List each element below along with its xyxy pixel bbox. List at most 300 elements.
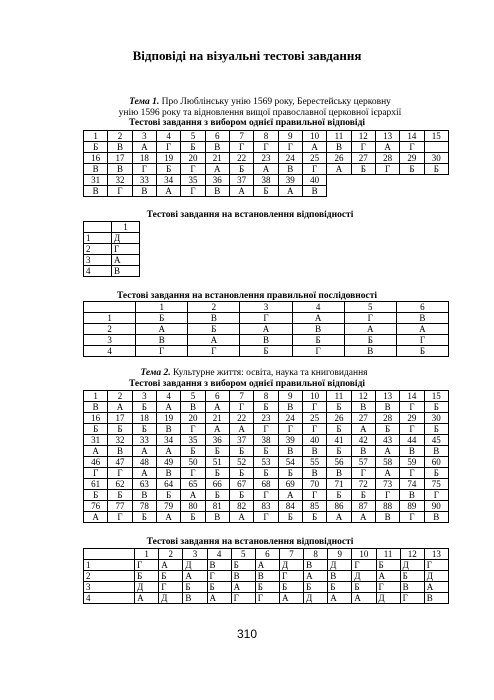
table-cell: Б <box>292 335 344 346</box>
table-row <box>84 479 449 490</box>
table-cell: 38 <box>254 435 278 446</box>
table-cell: 48 <box>132 457 156 468</box>
table-row <box>84 402 449 413</box>
table-row <box>84 222 140 233</box>
table-cell <box>327 175 351 186</box>
table-cell: 62 <box>108 479 132 490</box>
table-cell: 10 <box>302 131 326 142</box>
table-cell: В <box>400 582 424 593</box>
table-cell: Г <box>229 142 253 153</box>
table-cell: В <box>240 335 292 346</box>
table-cell: 8 <box>304 549 328 560</box>
table-cell: Б <box>205 490 229 501</box>
table-cell: Б <box>327 424 351 435</box>
table-cell: Г <box>156 142 180 153</box>
table-cell: 12 <box>351 391 375 402</box>
table-cell: А <box>207 593 231 604</box>
table-cell: 1 <box>84 131 108 142</box>
table-cell: 18 <box>132 153 156 164</box>
table-cell: 79 <box>156 501 180 512</box>
table-cell: 20 <box>181 413 205 424</box>
table-cell: А <box>302 142 326 153</box>
table-cell: Б <box>84 424 108 435</box>
table-cell: Г <box>351 142 375 153</box>
table-cell: 10 <box>302 391 326 402</box>
table-cell: 34 <box>156 175 180 186</box>
table-cell: 3 <box>84 255 112 266</box>
table-cell: 78 <box>132 501 156 512</box>
table-cell: Г <box>292 346 344 357</box>
table-cell: 3 <box>240 302 292 313</box>
table-cell: А <box>351 512 375 523</box>
table-cell: 65 <box>181 479 205 490</box>
table-cell: 13 <box>375 391 399 402</box>
table-cell: Г <box>181 424 205 435</box>
table-cell: А <box>375 446 399 457</box>
t1-single-heading: Тестові завдання з вибором однієї правильної відповіді <box>128 118 366 128</box>
t1-order-heading: Тестові завдання на встановлення правильної послідовності <box>116 291 378 301</box>
page-title: Відповіді на візуальні тестові завдання <box>132 48 362 63</box>
table-row <box>84 153 449 164</box>
table-cell <box>375 175 399 186</box>
table-cell: 18 <box>132 413 156 424</box>
table-cell: 39 <box>278 435 302 446</box>
topic-2-label: Тема 2. <box>140 368 171 378</box>
table-cell: Г <box>400 468 424 479</box>
table-cell: 21 <box>205 153 229 164</box>
table-cell: 90 <box>424 501 448 512</box>
table-cell: А <box>84 512 108 523</box>
table-cell: 70 <box>302 479 326 490</box>
table-cell: Б <box>424 164 448 175</box>
table-row <box>84 446 449 457</box>
table-cell: В <box>205 512 229 523</box>
table-cell: Г <box>302 490 326 501</box>
table-cell: Б <box>278 468 302 479</box>
table-row <box>84 501 449 512</box>
table-cell: А <box>279 593 303 604</box>
table-cell: 72 <box>351 479 375 490</box>
table-cell: 28 <box>375 413 399 424</box>
table-cell: 28 <box>375 153 399 164</box>
table-cell: Г <box>376 582 400 593</box>
table-cell: 89 <box>400 501 424 512</box>
table-cell: 16 <box>84 413 108 424</box>
table-cell: 14 <box>400 131 424 142</box>
table-cell: 87 <box>351 501 375 512</box>
table-cell: Б <box>183 582 207 593</box>
table-cell: 5 <box>344 302 396 313</box>
table-cell: Б <box>229 164 253 175</box>
table-cell: 5 <box>181 131 205 142</box>
table-cell: А <box>156 402 180 413</box>
table-cell: В <box>304 560 328 571</box>
table-cell: Г <box>351 468 375 479</box>
table-cell: 1 <box>84 391 108 402</box>
table-cell: 3 <box>84 582 135 593</box>
table-cell: Б <box>396 346 448 357</box>
table-cell: Г <box>136 346 188 357</box>
table-cell: Б <box>400 164 424 175</box>
table-row <box>84 244 140 255</box>
table-row <box>84 266 140 277</box>
t2-match-table <box>83 548 449 604</box>
table-cell <box>351 175 375 186</box>
table-cell: В <box>255 571 279 582</box>
table-cell: А <box>351 424 375 435</box>
table-cell: В <box>84 186 108 197</box>
table-cell: 7 <box>229 391 253 402</box>
table-cell: А <box>181 490 205 501</box>
table-cell: Б <box>375 424 399 435</box>
topic-1-line-1: Про Люблінську унію 1569 року, Берестейську церковну <box>161 97 391 107</box>
table-cell: Б <box>108 424 132 435</box>
table-cell: 74 <box>400 479 424 490</box>
table-cell: 50 <box>181 457 205 468</box>
table-cell: 36 <box>205 175 229 186</box>
table-cell: Б <box>207 582 231 593</box>
table-row <box>84 346 449 357</box>
table-cell: В <box>156 424 180 435</box>
page-number: 310 <box>236 627 258 641</box>
table-cell: 67 <box>229 479 253 490</box>
table-cell: Б <box>132 512 156 523</box>
table-cell: В <box>302 186 326 197</box>
table-cell: Г <box>352 560 376 571</box>
table-cell: 9 <box>278 131 302 142</box>
table-row <box>84 424 449 435</box>
table-cell: 3 <box>132 131 156 142</box>
table-cell: В <box>183 593 207 604</box>
table-cell: В <box>375 402 399 413</box>
table-cell: 11 <box>376 549 400 560</box>
table-cell: 24 <box>278 153 302 164</box>
table-cell: 17 <box>108 413 132 424</box>
table-cell: 6 <box>255 549 279 560</box>
table-cell: Г <box>400 142 424 153</box>
table-row <box>84 560 449 571</box>
table-cell <box>424 142 448 153</box>
table-row <box>84 302 449 313</box>
table-cell: 35 <box>181 175 205 186</box>
table-cell: 4 <box>292 302 344 313</box>
table-cell: А <box>352 593 376 604</box>
table-cell: 69 <box>278 479 302 490</box>
table-cell: 30 <box>424 413 448 424</box>
table-cell: А <box>304 571 328 582</box>
table-cell: А <box>278 490 302 501</box>
table-cell: Г <box>231 593 255 604</box>
table-cell: Г <box>181 186 205 197</box>
t2-single-heading: Тестові завдання з вибором однієї правильної відповіді <box>128 379 366 389</box>
table-cell: 35 <box>181 435 205 446</box>
table-cell: А <box>132 446 156 457</box>
table-cell: 60 <box>424 457 448 468</box>
t2-single-table <box>83 390 449 523</box>
table-cell: Г <box>400 424 424 435</box>
table-cell: 2 <box>108 131 132 142</box>
table-cell: В <box>396 313 448 324</box>
table-cell: Д <box>400 560 424 571</box>
table-cell: 56 <box>327 457 351 468</box>
table-cell: В <box>112 266 140 277</box>
table-cell: В <box>424 593 448 604</box>
table-cell: 15 <box>424 391 448 402</box>
table-cell: А <box>108 402 132 413</box>
table-cell <box>424 186 448 197</box>
table-cell: А <box>156 512 180 523</box>
table-cell: Д <box>424 571 448 582</box>
table-cell: 54 <box>278 457 302 468</box>
table-cell: Г <box>188 346 240 357</box>
table-cell: А <box>375 142 399 153</box>
table-cell: 26 <box>327 153 351 164</box>
table-cell: Г <box>84 468 108 479</box>
table-cell: А <box>84 446 108 457</box>
table-cell: 13 <box>424 549 448 560</box>
topic-2-line-1: Культурне життя: освіта, наука та книговидання <box>173 368 368 378</box>
table-cell: А <box>136 324 188 335</box>
table-cell: Б <box>255 582 279 593</box>
table-cell: Б <box>424 424 448 435</box>
table-cell: 2 <box>188 302 240 313</box>
table-cell: 38 <box>254 175 278 186</box>
table-row <box>84 593 449 604</box>
table-cell: 31 <box>84 175 108 186</box>
table-cell: 29 <box>400 153 424 164</box>
table-cell: 1 <box>136 302 188 313</box>
table-cell: 49 <box>156 457 180 468</box>
table-cell: 8 <box>254 131 278 142</box>
table-cell: Б <box>302 512 326 523</box>
table-cell: Г <box>302 402 326 413</box>
table-cell: А <box>205 164 229 175</box>
table-cell: Б <box>351 490 375 501</box>
table-cell: А <box>278 186 302 197</box>
table-row <box>84 313 449 324</box>
table-cell <box>375 186 399 197</box>
table-cell: 73 <box>375 479 399 490</box>
table-cell <box>327 186 351 197</box>
table-cell: 4 <box>84 593 135 604</box>
table-cell: В <box>84 402 108 413</box>
table-cell: Б <box>278 512 302 523</box>
table-cell: В <box>292 324 344 335</box>
table-cell: А <box>156 186 180 197</box>
table-cell: Б <box>254 446 278 457</box>
table-cell: В <box>207 560 231 571</box>
table-cell: 64 <box>156 479 180 490</box>
table-cell: 27 <box>351 153 375 164</box>
table-cell: Б <box>108 490 132 501</box>
table-cell: 20 <box>181 153 205 164</box>
table-row <box>84 512 449 523</box>
table-cell: 9 <box>278 391 302 402</box>
table-cell: А <box>229 512 253 523</box>
table-cell: 61 <box>84 479 108 490</box>
table-row <box>84 468 449 479</box>
table-cell: А <box>112 255 140 266</box>
table-cell: В <box>302 468 326 479</box>
table-cell: 68 <box>254 479 278 490</box>
table-cell: 17 <box>108 153 132 164</box>
table-cell: Д <box>112 233 140 244</box>
table-cell: В <box>108 142 132 153</box>
table-cell: Б <box>351 164 375 175</box>
table-cell: Б <box>132 402 156 413</box>
table-cell: Г <box>240 313 292 324</box>
table-cell: Г <box>302 164 326 175</box>
table-cell: Б <box>229 468 253 479</box>
table-cell: 52 <box>229 457 253 468</box>
table-row <box>84 391 449 402</box>
table-cell: 3 <box>84 335 136 346</box>
table-cell: 4 <box>84 266 112 277</box>
table-cell: 27 <box>351 413 375 424</box>
table-cell: Г <box>108 468 132 479</box>
table-cell: 14 <box>400 391 424 402</box>
table-cell: Д <box>304 593 328 604</box>
table-cell <box>351 186 375 197</box>
topic-1-label: Тема 1. <box>129 97 160 107</box>
table-cell: В <box>205 186 229 197</box>
table-cell: 22 <box>229 153 253 164</box>
table-cell: Б <box>327 402 351 413</box>
table-cell: Г <box>302 424 326 435</box>
table-cell: В <box>344 346 396 357</box>
table-cell: А <box>132 142 156 153</box>
table-cell: 4 <box>84 346 136 357</box>
table-cell: 51 <box>205 457 229 468</box>
table-cell: 2 <box>108 391 132 402</box>
table-cell: В <box>205 142 229 153</box>
table-cell: А <box>231 582 255 593</box>
topic-1-line-2: унію 1596 року та відновлення вищої православної церковної ієрархії <box>118 108 402 118</box>
table-cell: Б <box>181 512 205 523</box>
table-cell: Г <box>159 582 183 593</box>
table-row <box>84 582 449 593</box>
table-cell: Б <box>229 490 253 501</box>
table-cell: 47 <box>108 457 132 468</box>
table-cell: Б <box>231 560 255 571</box>
table-row <box>84 142 449 153</box>
table-cell: 6 <box>205 391 229 402</box>
t1-single-table <box>83 130 449 197</box>
table-cell: А <box>292 313 344 324</box>
table-cell: В <box>327 142 351 153</box>
table-cell: Б <box>328 582 352 593</box>
table-cell: В <box>181 402 205 413</box>
table-cell: Б <box>136 313 188 324</box>
table-cell: В <box>278 164 302 175</box>
table-cell: 40 <box>302 435 326 446</box>
table-cell: 41 <box>327 435 351 446</box>
table-cell: В <box>424 512 448 523</box>
table-cell: Г <box>132 164 156 175</box>
table-cell: Б <box>254 402 278 413</box>
table-cell <box>400 175 424 186</box>
table-cell: Б <box>344 335 396 346</box>
table-cell: Б <box>159 571 183 582</box>
table-cell: 1 <box>135 549 159 560</box>
table-cell: Д <box>376 593 400 604</box>
table-cell: А <box>188 335 240 346</box>
table-cell: 30 <box>424 153 448 164</box>
t1-order-table <box>83 301 449 357</box>
table-row <box>84 457 449 468</box>
table-cell: Г <box>278 142 302 153</box>
table-cell: А <box>159 560 183 571</box>
table-cell: Б <box>84 142 108 153</box>
table-row <box>84 255 140 266</box>
table-cell: Б <box>424 402 448 413</box>
table-cell: Г <box>279 571 303 582</box>
table-cell: Г <box>424 560 448 571</box>
table-cell: 19 <box>156 413 180 424</box>
table-cell: 4 <box>156 131 180 142</box>
table-cell: 15 <box>424 131 448 142</box>
table-cell: В <box>84 164 108 175</box>
table-cell: 8 <box>254 391 278 402</box>
table-cell: А <box>327 164 351 175</box>
table-cell: Г <box>254 512 278 523</box>
table-cell: Г <box>135 560 159 571</box>
table-cell: Б <box>205 446 229 457</box>
table-cell: А <box>205 402 229 413</box>
table-cell: 84 <box>278 501 302 512</box>
table-cell: 25 <box>302 413 326 424</box>
table-cell: 11 <box>327 131 351 142</box>
table-cell: 71 <box>327 479 351 490</box>
table-cell: Б <box>205 468 229 479</box>
table-cell: 3 <box>183 549 207 560</box>
table-cell: 7 <box>279 549 303 560</box>
table-cell: 63 <box>132 479 156 490</box>
table-cell: 59 <box>400 457 424 468</box>
table-cell: 2 <box>159 549 183 560</box>
table-cell: А <box>229 424 253 435</box>
table-cell: В <box>351 446 375 457</box>
topic-1-heading <box>110 97 410 119</box>
table-cell: 7 <box>229 131 253 142</box>
table-cell: Г <box>375 490 399 501</box>
table-cell: А <box>183 571 207 582</box>
table-cell: 1 <box>84 560 135 571</box>
table-cell: 83 <box>254 501 278 512</box>
table-cell: В <box>108 446 132 457</box>
table-cell: А <box>240 324 292 335</box>
table-cell: 21 <box>205 413 229 424</box>
table-row <box>84 324 449 335</box>
table-row <box>84 413 449 424</box>
table-cell: 10 <box>352 549 376 560</box>
table-cell: А <box>375 468 399 479</box>
table-cell: 33 <box>132 175 156 186</box>
table-cell: Б <box>181 446 205 457</box>
table-cell: Д <box>352 571 376 582</box>
table-cell <box>424 175 448 186</box>
table-cell: 75 <box>424 479 448 490</box>
table-cell: 12 <box>351 131 375 142</box>
table-cell: 2 <box>84 324 136 335</box>
table-cell: 43 <box>375 435 399 446</box>
table-cell: Б <box>188 324 240 335</box>
t2-match-heading: Тестові завдання на встановлення відповідності <box>146 537 354 547</box>
table-cell: Г <box>400 512 424 523</box>
table-cell: Г <box>344 313 396 324</box>
table-cell: 85 <box>302 501 326 512</box>
table-cell: 11 <box>327 391 351 402</box>
